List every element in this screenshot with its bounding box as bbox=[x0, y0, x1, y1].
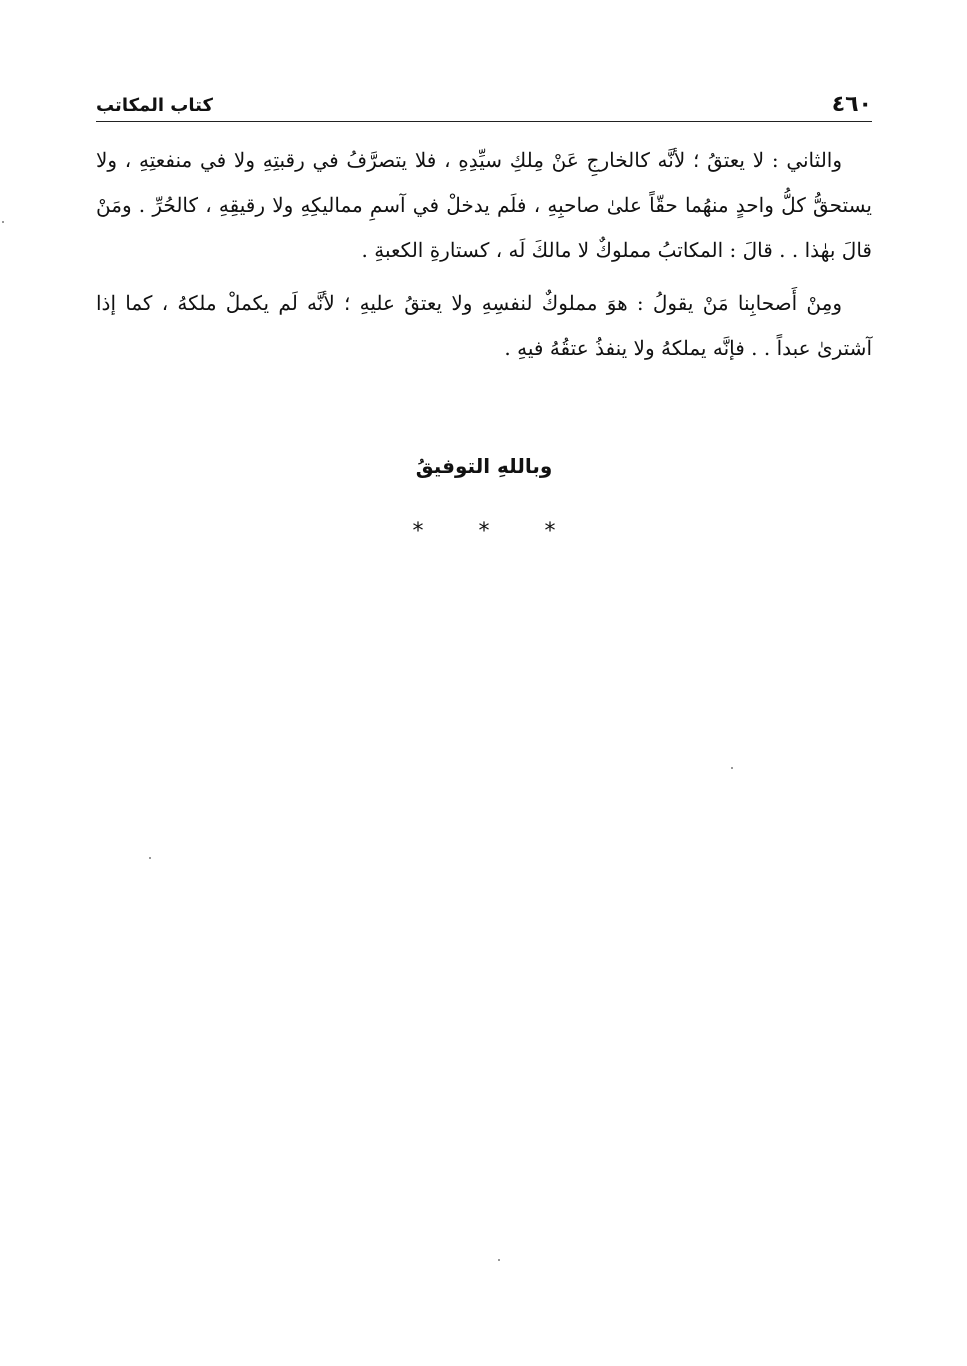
paragraph-2: ومِنْ أَصحابِنا مَنْ يقولُ : هوَ مملوكٌ لنفسِهِ ولا يعتقُ عليهِ ؛ لأنَّه لَم يكملْ ملكهُ ، كما إذا آشترىٰ عبداً . . فإنَّه يملكهُ ولا ينفذُ عتقُهُ فيهِ . bbox=[96, 291, 872, 360]
header-divider bbox=[96, 121, 872, 122]
closing-phrase: وباللهِ التوفيقُ bbox=[415, 454, 553, 478]
paragraph-1: والثاني : لا يعتقُ ؛ لأنَّه كالخارجِ عَنْ مِلكِ سيِّدِهِ ، فلا يتصرَّفُ في رقبتِهِ ولا في منفعتِهِ ، ولا يستحقُّ كلُّ واحدٍ منهُما حقّاً علىٰ صاحبِهِ ، فلَم يدخلْ في آسمِ مماليكِهِ ولا رقيقِهِ ، كالحُرِّ . ومَنْ قالَ بهٰذا . . قالَ : المكاتبُ مملوكٌ لا مالكَ لَه ، كستارةِ الكعبةِ . bbox=[96, 148, 872, 262]
scan-speck bbox=[2, 221, 4, 223]
section-end-ornament: * * * bbox=[412, 519, 580, 544]
scan-speck bbox=[498, 1259, 500, 1261]
scan-speck bbox=[149, 857, 151, 859]
running-header bbox=[96, 82, 872, 118]
page-number: ٤٦٠ bbox=[831, 92, 872, 117]
running-title: كتاب المكاتب bbox=[96, 95, 213, 116]
body-text bbox=[96, 138, 872, 371]
scan-speck bbox=[731, 767, 733, 769]
